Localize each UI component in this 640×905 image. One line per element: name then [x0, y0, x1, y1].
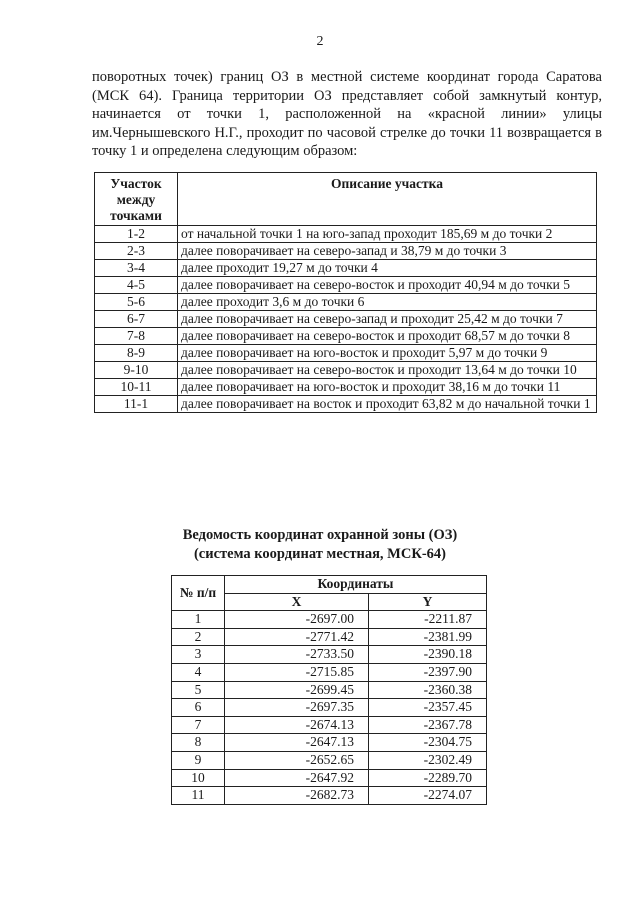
- y-cell: -2289.70: [369, 769, 487, 787]
- table-row: [172, 628, 487, 646]
- x-cell: -2699.45: [225, 681, 369, 699]
- num-cell: 7: [172, 716, 225, 734]
- table-row: [172, 734, 487, 752]
- x-cell: -2733.50: [225, 646, 369, 664]
- description-cell: от начальной точки 1 на юго-запад проходит 185,69 м до точки 2: [178, 226, 597, 243]
- segment-cell: 2-3: [95, 243, 178, 260]
- num-cell: 4: [172, 663, 225, 681]
- table-row: [95, 243, 597, 260]
- header-coords: Координаты: [225, 576, 487, 594]
- description-cell: далее поворачивает на юго-восток и проходит 38,16 м до точки 11: [178, 379, 597, 396]
- segment-cell: 4-5: [95, 277, 178, 294]
- num-cell: 2: [172, 628, 225, 646]
- segments-header-row: [95, 173, 597, 226]
- num-cell: 9: [172, 751, 225, 769]
- header-num: № п/п: [172, 576, 225, 611]
- header-segment: Участок между точками: [95, 173, 178, 226]
- description-cell: далее проходит 19,27 м до точки 4: [178, 260, 597, 277]
- y-cell: -2274.07: [369, 787, 487, 805]
- page-number: 2: [316, 34, 324, 49]
- y-cell: -2211.87: [369, 611, 487, 629]
- intro-paragraph: [92, 68, 602, 161]
- num-cell: 5: [172, 681, 225, 699]
- num-cell: 11: [172, 787, 225, 805]
- segment-cell: 3-4: [95, 260, 178, 277]
- x-cell: -2697.00: [225, 611, 369, 629]
- y-cell: -2357.45: [369, 699, 487, 717]
- header-y: Y: [369, 593, 487, 611]
- num-cell: 8: [172, 734, 225, 752]
- segment-cell: 8-9: [95, 345, 178, 362]
- table-row: [95, 379, 597, 396]
- description-cell: далее поворачивает на восток и проходит 63,82 м до начальной точки 1: [178, 396, 597, 413]
- table-row: [95, 260, 597, 277]
- segment-cell: 10-11: [95, 379, 178, 396]
- x-cell: -2647.13: [225, 734, 369, 752]
- table-row: [172, 611, 487, 629]
- table-row: [172, 646, 487, 664]
- header-x: X: [225, 593, 369, 611]
- segment-cell: 1-2: [95, 226, 178, 243]
- y-cell: -2304.75: [369, 734, 487, 752]
- segments-table: [94, 172, 597, 413]
- segment-cell: 9-10: [95, 362, 178, 379]
- num-cell: 10: [172, 769, 225, 787]
- table-row: [172, 699, 487, 717]
- description-cell: далее поворачивает на северо-запад и проходит 25,42 м до точки 7: [178, 311, 597, 328]
- y-cell: -2302.49: [369, 751, 487, 769]
- coordinates-table: [171, 575, 487, 805]
- x-cell: -2715.85: [225, 663, 369, 681]
- table-row: [172, 787, 487, 805]
- y-cell: -2367.78: [369, 716, 487, 734]
- table-row: [172, 769, 487, 787]
- coords-header-row: [172, 576, 487, 594]
- x-cell: -2674.13: [225, 716, 369, 734]
- description-cell: далее поворачивает на северо-восток и проходит 13,64 м до точки 10: [178, 362, 597, 379]
- description-cell: далее поворачивает на юго-восток и проходит 5,97 м до точки 9: [178, 345, 597, 362]
- x-cell: -2647.92: [225, 769, 369, 787]
- table-row: [95, 396, 597, 413]
- num-cell: 1: [172, 611, 225, 629]
- description-cell: далее проходит 3,6 м до точки 6: [178, 294, 597, 311]
- description-cell: далее поворачивает на северо-запад и 38,79 м до точки 3: [178, 243, 597, 260]
- table-row: [95, 294, 597, 311]
- x-cell: -2697.35: [225, 699, 369, 717]
- table-row: [172, 663, 487, 681]
- description-cell: далее поворачивает на северо-восток и проходит 68,57 м до точки 8: [178, 328, 597, 345]
- num-cell: 6: [172, 699, 225, 717]
- description-cell: далее поворачивает на северо-восток и проходит 40,94 м до точки 5: [178, 277, 597, 294]
- table-row: [172, 681, 487, 699]
- y-cell: -2381.99: [369, 628, 487, 646]
- segment-cell: 7-8: [95, 328, 178, 345]
- intro-text: поворотных точек) границ ОЗ в местной системе координат города Саратова (МСК 64). Граница территории ОЗ представляет собой замкнутый контур, начинается от точки 1, расположенной на «красной линии» улицы им.Чернышевского Н.Г., проходит по часовой стрелке до точки 11 возвращается в точку 1 и определена следующим образом:: [92, 69, 602, 159]
- header-description: Описание участка: [178, 173, 597, 226]
- table-row: [172, 716, 487, 734]
- coords-title-line2: (система координат местная, МСК-64): [193, 546, 447, 562]
- segment-cell: 11-1: [95, 396, 178, 413]
- table-row: [95, 277, 597, 294]
- x-cell: -2682.73: [225, 787, 369, 805]
- coords-title-line1: Ведомость координат охранной зоны (ОЗ): [182, 527, 458, 543]
- y-cell: -2390.18: [369, 646, 487, 664]
- y-cell: -2397.90: [369, 663, 487, 681]
- table-row: [172, 751, 487, 769]
- table-row: [95, 226, 597, 243]
- table-row: [95, 311, 597, 328]
- num-cell: 3: [172, 646, 225, 664]
- segment-cell: 6-7: [95, 311, 178, 328]
- x-cell: -2771.42: [225, 628, 369, 646]
- table-row: [95, 328, 597, 345]
- y-cell: -2360.38: [369, 681, 487, 699]
- coords-title: [0, 526, 640, 564]
- table-row: [95, 362, 597, 379]
- table-row: [95, 345, 597, 362]
- x-cell: -2652.65: [225, 751, 369, 769]
- segment-cell: 5-6: [95, 294, 178, 311]
